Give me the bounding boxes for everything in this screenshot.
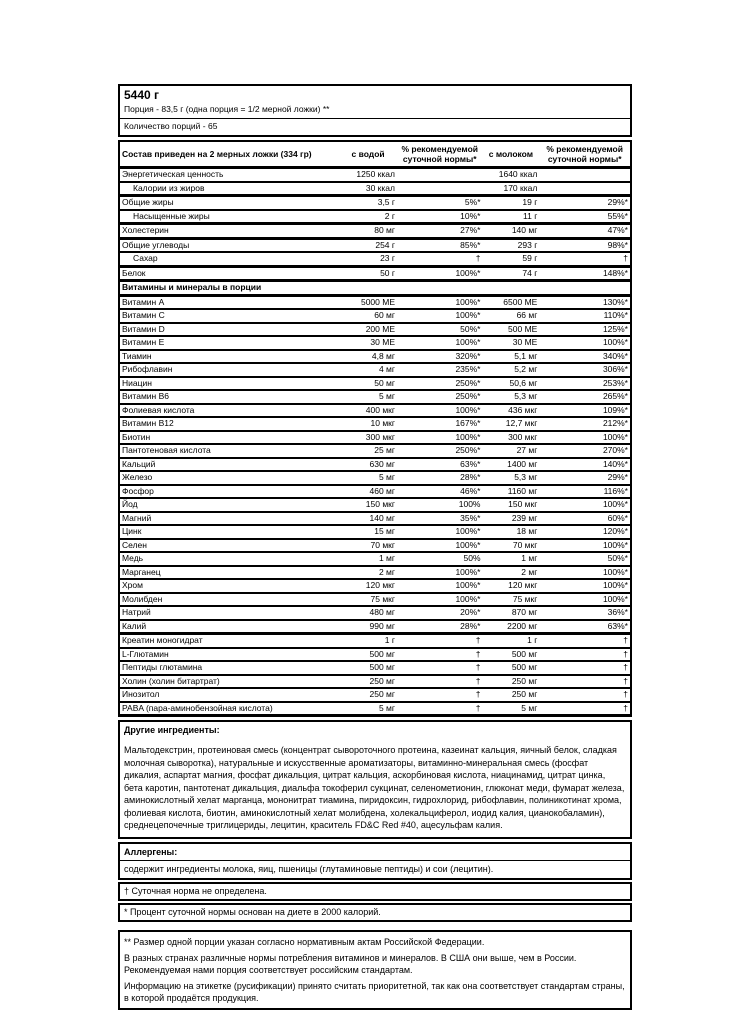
nutrient-value: 18 мг (483, 525, 540, 539)
nutrient-value: 250%* (397, 377, 483, 391)
nutrient-value: 140%* (539, 458, 631, 472)
table-row (119, 431, 631, 445)
nutrient-value: † (539, 688, 631, 702)
other-ingredients-text: Мальтодекстрин, протеиновая смесь (концентрат сывороточного протеина, казеинат кальция, яичный белок, сладкая молочная сыворотка), натуральные и искусственные ароматизаторы, витаминно-минеральная смесь (фосфат дикалия, аспартат магния, фосфат дикальция, цитрат кальция, аскорбиновая кислота, ниацинамид, цитрат цинка, бета каротин, пантотенат дикальция, диальфа токоферил сукцинат, селенометионин, глюконат меди, фумарат железа, аминокислотный хелат марганца, мононитрат тиамина, пиридоксин, гидрохлорид, рибофлавин, полиникотинат хрома, фолиевая кислота, биотин, аминокислотный хелат молибдена, холекальциферол, иодид калия, цианокобаламин), среднецепочечные триглицериды, лецитин, краситель FD&C Red #40, ацесульфам калия. (124, 745, 625, 830)
product-header (118, 84, 632, 137)
table-row (119, 579, 631, 593)
nutrient-value: 148%* (539, 266, 631, 281)
nutrient-name: Холин (холин битартрат) (119, 675, 339, 689)
nutrient-value: 29%* (539, 196, 631, 210)
nutrient-value: 253%* (539, 377, 631, 391)
table-row (119, 512, 631, 526)
nutrient-name: Магний (119, 512, 339, 526)
nutrient-value: 30 ккал (339, 182, 397, 196)
nutrient-name: Энергетическая ценность (122, 169, 224, 179)
nutrient-value: 19 г (483, 196, 540, 210)
nutrient-value: 74 г (483, 266, 540, 281)
nutrient-name: Рибофлавин (119, 363, 339, 377)
nutrient-name: L-Глютамин (119, 648, 339, 662)
nutrient-name: Натрий (119, 606, 339, 620)
nutrient-value: † (397, 661, 483, 675)
table-row (119, 196, 631, 210)
nutrient-value: † (539, 252, 631, 266)
nutrient-value: 235%* (397, 363, 483, 377)
nutrient-name: Кальций (119, 458, 339, 472)
nutrient-value: 100%* (397, 566, 483, 580)
table-row (119, 336, 631, 350)
nutrient-value: 27 мг (483, 444, 540, 458)
nutrient-value: 70 мкг (483, 539, 540, 553)
table-row (119, 266, 631, 281)
nutrient-value: 1 г (483, 634, 540, 648)
nutrient-value: 212%* (539, 417, 631, 431)
nutrient-value: 480 мг (339, 606, 397, 620)
table-row (119, 350, 631, 364)
nutrient-value: 250 мг (483, 688, 540, 702)
nutrient-value: 46%* (397, 485, 483, 499)
nutrient-value: 3,5 г (339, 196, 397, 210)
nutrient-value: 50 г (339, 266, 397, 281)
nutrient-name: PABA (пара-аминобензойная кислота) (119, 702, 339, 716)
nutrient-value: 5,1 мг (483, 350, 540, 364)
nutrient-value: 15 мг (339, 525, 397, 539)
table-row (119, 471, 631, 485)
nutrient-value: 100%* (539, 593, 631, 607)
nutrition-facts-table (118, 140, 632, 717)
nutrient-value: 100%* (397, 309, 483, 323)
nutrient-value: † (539, 661, 631, 675)
nutrient-value: † (397, 634, 483, 648)
nutrient-value: 5 мг (339, 390, 397, 404)
nutrient-value: 100%* (397, 295, 483, 309)
nutrient-value: 28%* (397, 471, 483, 485)
nutrient-value: 63%* (539, 620, 631, 634)
nutrient-value: 116%* (539, 485, 631, 499)
other-ingredients-section (118, 720, 632, 839)
table-row (119, 620, 631, 634)
nutrition-label (118, 84, 632, 1010)
table-row (119, 606, 631, 620)
nutrient-value: 120 мкг (339, 579, 397, 593)
table-row (119, 377, 631, 391)
table-header-row (119, 141, 631, 168)
table-row (119, 323, 631, 337)
column-header-with-water: с водой (339, 141, 397, 168)
nutrient-value: 870 мг (483, 606, 540, 620)
nutrient-value: 140 мг (483, 224, 540, 239)
nutrient-value: † (397, 675, 483, 689)
nutrient-name: Общие углеводы (119, 238, 339, 252)
nutrient-value: 120%* (539, 525, 631, 539)
nutrient-value: 11 г (483, 210, 540, 224)
nutrient-value: 200 МЕ (339, 323, 397, 337)
table-row (119, 593, 631, 607)
nutrient-value: 36%* (539, 606, 631, 620)
nutrient-value: 130%* (539, 295, 631, 309)
nutrient-value: 1160 мг (483, 485, 540, 499)
nutrient-value: 250%* (397, 444, 483, 458)
nutrient-value: † (539, 648, 631, 662)
nutrient-name: Белок (119, 266, 339, 281)
allergens-title: Аллергены: (124, 846, 178, 857)
nutrient-value: 100%* (539, 539, 631, 553)
nutrient-name: Витамин C (119, 309, 339, 323)
nutrient-value: 630 мг (339, 458, 397, 472)
nutrient-value: † (397, 688, 483, 702)
table-row (119, 552, 631, 566)
nutrient-name: Марганец (119, 566, 339, 580)
nutrient-value: 1640 ккал (498, 169, 538, 179)
nutrient-value: † (397, 702, 483, 716)
nutrient-value: 98%* (539, 238, 631, 252)
nutrient-name: Креатин моногидрат (119, 634, 339, 648)
nutrient-name: Цинк (119, 525, 339, 539)
footnote-paragraph-2: В разных странах различные нормы потребления витаминов и минералов. В США они выше, чем в России. Рекомендуемая нами порция соответствует российским стандартам. (124, 952, 577, 975)
nutrient-value: 30 МЕ (483, 336, 540, 350)
nutrient-value: 10 мкг (339, 417, 397, 431)
nutrient-value: † (397, 252, 483, 266)
table-row (119, 485, 631, 499)
nutrient-value: 28%* (397, 620, 483, 634)
nutrient-value: 100%* (397, 404, 483, 418)
nutrient-value: 50%* (397, 323, 483, 337)
nutrient-value: 340%* (539, 350, 631, 364)
nutrient-value: 460 мг (339, 485, 397, 499)
nutrient-value: 20%* (397, 606, 483, 620)
nutrient-value: 100%* (397, 579, 483, 593)
nutrient-value: 100%* (539, 579, 631, 593)
dagger-note: † Суточная норма не определена. (118, 882, 632, 901)
table-row (119, 498, 631, 512)
nutrient-value: 270%* (539, 444, 631, 458)
nutrient-value: 50 мг (339, 377, 397, 391)
nutrient-value: 5%* (397, 196, 483, 210)
nutrient-name: Насыщенные жиры (119, 210, 339, 224)
nutrient-value: 100%* (397, 539, 483, 553)
nutrient-value: 1400 мг (483, 458, 540, 472)
nutrient-name: Калий (119, 620, 339, 634)
nutrient-name: Фолиевая кислота (119, 404, 339, 418)
nutrient-name: Пантотеновая кислота (119, 444, 339, 458)
nutrient-value: 140 мг (339, 512, 397, 526)
nutrient-value: † (539, 634, 631, 648)
table-row (119, 238, 631, 252)
nutrient-value: 500 мг (339, 661, 397, 675)
table-row (119, 648, 631, 662)
nutrient-value: 100% (397, 498, 483, 512)
nutrient-name: Витамин B6 (119, 390, 339, 404)
nutrient-value: 293 г (483, 238, 540, 252)
nutrient-value: 2 г (339, 210, 397, 224)
nutrient-name: Пептиды глютамина (119, 661, 339, 675)
nutrient-value: 250 мг (339, 675, 397, 689)
nutrient-value: 60%* (539, 512, 631, 526)
nutrient-name: Железо (119, 471, 339, 485)
nutrient-value: 100%* (397, 336, 483, 350)
nutrient-value: 300 мкг (339, 431, 397, 445)
nutrient-value: 59 г (483, 252, 540, 266)
asterisk-note: * Процент суточной нормы основан на диете в 2000 калорий. (118, 903, 632, 922)
nutrient-value: 1 мг (339, 552, 397, 566)
nutrient-value: 320%* (397, 350, 483, 364)
nutrient-value: 50,6 мг (483, 377, 540, 391)
nutrient-value (539, 168, 631, 182)
nutrient-value: 300 мкг (483, 431, 540, 445)
nutrient-value: 500 мг (339, 648, 397, 662)
nutrient-value: 110%* (539, 309, 631, 323)
table-row (119, 566, 631, 580)
nutrient-value: 29%* (539, 471, 631, 485)
nutrition-table-body (119, 168, 631, 716)
nutrient-value: 75 мкг (483, 593, 540, 607)
nutrient-name: Витамин B12 (119, 417, 339, 431)
nutrient-value: 1250 ккал (356, 169, 395, 179)
nutrient-value: 4 мг (339, 363, 397, 377)
nutrient-value: 400 мкг (339, 404, 397, 418)
nutrient-value: 10%* (397, 210, 483, 224)
nutrient-name: Хром (119, 579, 339, 593)
nutrient-value: 2 мг (339, 566, 397, 580)
table-row (119, 525, 631, 539)
nutrient-value: 990 мг (339, 620, 397, 634)
other-ingredients-title: Другие ингредиенты: (124, 725, 220, 735)
nutrient-value: 167%* (397, 417, 483, 431)
nutrient-value: 500 МЕ (483, 323, 540, 337)
nutrient-value: 63%* (397, 458, 483, 472)
nutrient-value: 5 мг (339, 702, 397, 716)
nutrient-value: 35%* (397, 512, 483, 526)
nutrient-value: 6500 МЕ (483, 295, 540, 309)
nutrient-value: 5000 МЕ (339, 295, 397, 309)
nutrient-value: 1 г (339, 634, 397, 648)
nutrient-value: 250%* (397, 390, 483, 404)
nutrient-name: Витамин D (119, 323, 339, 337)
nutrient-value: 50% (397, 552, 483, 566)
nutrient-value: 60 мг (339, 309, 397, 323)
nutrient-value: 5 мг (483, 702, 540, 716)
nutrient-value: 4,8 мг (339, 350, 397, 364)
table-row (119, 661, 631, 675)
table-row (119, 295, 631, 309)
servings-count-line: Количество порций - 65 (120, 118, 630, 135)
nutrient-name: Биотин (119, 431, 339, 445)
nutrient-value: 500 мг (483, 648, 540, 662)
nutrient-name: Селен (119, 539, 339, 553)
table-row (119, 168, 631, 182)
table-row (119, 252, 631, 266)
nutrient-value: 306%* (539, 363, 631, 377)
nutrient-value: 50%* (539, 552, 631, 566)
nutrient-value: 66 мг (483, 309, 540, 323)
nutrient-value: 100%* (397, 525, 483, 539)
column-header-composition: Состав приведен на 2 мерных ложки (334 гр) (119, 141, 339, 168)
table-row (119, 539, 631, 553)
table-row (119, 224, 631, 239)
nutrient-name: Холестерин (119, 224, 339, 239)
allergens-section (118, 842, 632, 880)
nutrient-name: Сахар (119, 252, 339, 266)
nutrient-value: 100%* (539, 336, 631, 350)
table-row (119, 702, 631, 716)
table-row (119, 210, 631, 224)
serving-size-footnote (118, 930, 632, 1010)
nutrient-value: 47%* (539, 224, 631, 239)
section-title: Витамины и минералы в порции (119, 281, 631, 296)
serving-size-line: Порция - 83,5 г (одна порция = 1/2 мерной ложки) ** (124, 104, 330, 114)
nutrient-value: 100%* (397, 431, 483, 445)
nutrient-value: 27%* (397, 224, 483, 239)
nutrient-name: Общие жиры (119, 196, 339, 210)
table-row (119, 458, 631, 472)
nutrient-name: Медь (119, 552, 339, 566)
nutrient-value: 25 мг (339, 444, 397, 458)
nutrient-name: Ниацин (119, 377, 339, 391)
table-row (119, 390, 631, 404)
nutrient-value: 5,3 мг (483, 390, 540, 404)
nutrient-value (397, 168, 483, 182)
section-header-row (119, 281, 631, 296)
nutrient-name: Витамин A (119, 295, 339, 309)
nutrient-value (397, 182, 483, 196)
nutrient-value (539, 182, 631, 196)
allergens-text: содержит ингредиенты молока, яиц, пшеницы (глутаминовые пептиды) и сои (лецитин). (120, 860, 630, 878)
nutrient-value: 436 мкг (483, 404, 540, 418)
footnote-paragraph-1: ** Размер одной порции указан согласно нормативным актам Российской Федерации. (124, 936, 485, 947)
nutrient-name: Тиамин (119, 350, 339, 364)
nutrient-value: 100%* (539, 566, 631, 580)
nutrient-value: 100%* (397, 266, 483, 281)
nutrient-value: 12,7 мкг (483, 417, 540, 431)
nutrient-value: 250 мг (339, 688, 397, 702)
nutrient-value: 254 г (339, 238, 397, 252)
nutrient-name: Молибден (119, 593, 339, 607)
nutrient-value: 170 ккал (483, 182, 540, 196)
table-row (119, 634, 631, 648)
nutrient-value: 250 мг (483, 675, 540, 689)
nutrient-name: Инозитол (119, 688, 339, 702)
nutrient-value: 70 мкг (339, 539, 397, 553)
nutrient-value: 100%* (397, 593, 483, 607)
nutrient-value: 265%* (539, 390, 631, 404)
nutrient-value: 1 мг (483, 552, 540, 566)
nutrient-value: 100%* (539, 431, 631, 445)
table-row (119, 675, 631, 689)
nutrient-value: † (539, 675, 631, 689)
nutrient-value: 125%* (539, 323, 631, 337)
nutrient-value: 239 мг (483, 512, 540, 526)
nutrient-value: 500 мг (483, 661, 540, 675)
column-header-daily-value-milk: % рекомендуемой суточной нормы* (539, 141, 631, 168)
nutrient-value: 100%* (539, 498, 631, 512)
table-row (119, 404, 631, 418)
product-size: 5440 г (124, 88, 160, 102)
nutrient-name: Фосфор (119, 485, 339, 499)
table-row (119, 182, 631, 196)
nutrient-value: 120 мкг (483, 579, 540, 593)
nutrient-name: Йод (119, 498, 339, 512)
nutrient-value: † (397, 648, 483, 662)
nutrient-value: 30 МЕ (339, 336, 397, 350)
nutrient-value: 150 мкг (339, 498, 397, 512)
nutrient-value: 2200 мг (483, 620, 540, 634)
table-row (119, 363, 631, 377)
table-row (119, 444, 631, 458)
nutrient-value: 5,3 мг (483, 471, 540, 485)
nutrient-value: 109%* (539, 404, 631, 418)
table-row (119, 309, 631, 323)
table-row (119, 417, 631, 431)
nutrient-value: 150 мкг (483, 498, 540, 512)
nutrient-value: 5 мг (339, 471, 397, 485)
nutrient-value: 2 мг (483, 566, 540, 580)
nutrient-name: Калории из жиров (119, 182, 339, 196)
footnote-paragraph-3: Информацию на этикетке (русификации) принято считать приоритетной, так как она соответствует стандартам страны, в которой продаётся продукция. (124, 980, 625, 1003)
nutrient-value: 23 г (339, 252, 397, 266)
table-row (119, 688, 631, 702)
nutrient-value: 75 мкг (339, 593, 397, 607)
nutrient-value: 80 мг (339, 224, 397, 239)
nutrient-name: Витамин E (119, 336, 339, 350)
nutrient-value: 85%* (397, 238, 483, 252)
nutrient-value: 5,2 мг (483, 363, 540, 377)
nutrient-value: 55%* (539, 210, 631, 224)
column-header-daily-value-water: % рекомендуемой суточной нормы* (397, 141, 483, 168)
column-header-with-milk: с молоком (483, 141, 540, 168)
nutrient-value: † (539, 702, 631, 716)
